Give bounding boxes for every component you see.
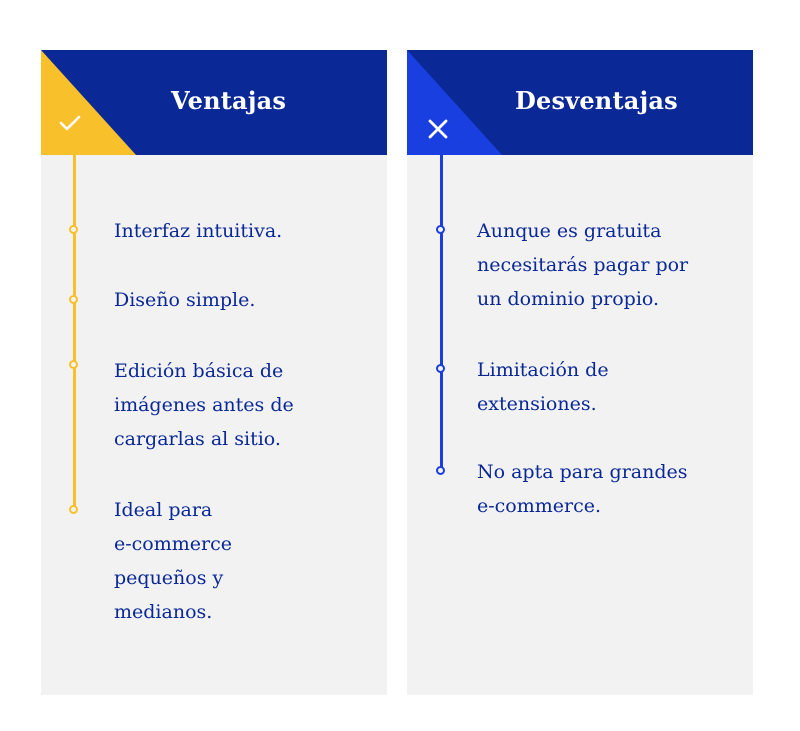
cons-title: Desventajas [515,86,678,115]
pros-item: Edición básica de imágenes antes de cargarlas al sitio. [114,360,294,450]
pros-timeline-dot [69,360,78,369]
pros-title: Ventajas [171,86,287,115]
cons-item: No apta para grandes e-commerce. [477,461,688,517]
cons-card [407,50,753,695]
pros-timeline [73,155,76,513]
cons-timeline-dot [436,364,445,373]
cons-timeline [440,155,443,471]
pros-item: Diseño simple. [114,289,256,311]
cons-item: Aunque es gratuita necesitarás pagar por un dominio propio. [477,220,689,310]
pros-item: Interfaz intuitiva. [114,220,283,242]
pros-timeline-dot [69,225,78,234]
pros-header [41,50,387,155]
pros-timeline-dot [69,505,78,514]
cons-header [407,50,753,155]
pros-timeline-dot [69,295,78,304]
cons-item: Limitación de extensiones. [477,359,609,415]
check-icon [59,114,81,132]
cons-timeline-dot [436,466,445,475]
pros-item: Ideal para e-commerce pequeños y medianos. [114,499,232,623]
pros-card [41,50,387,695]
cons-timeline-dot [436,225,445,234]
close-icon [427,118,449,140]
